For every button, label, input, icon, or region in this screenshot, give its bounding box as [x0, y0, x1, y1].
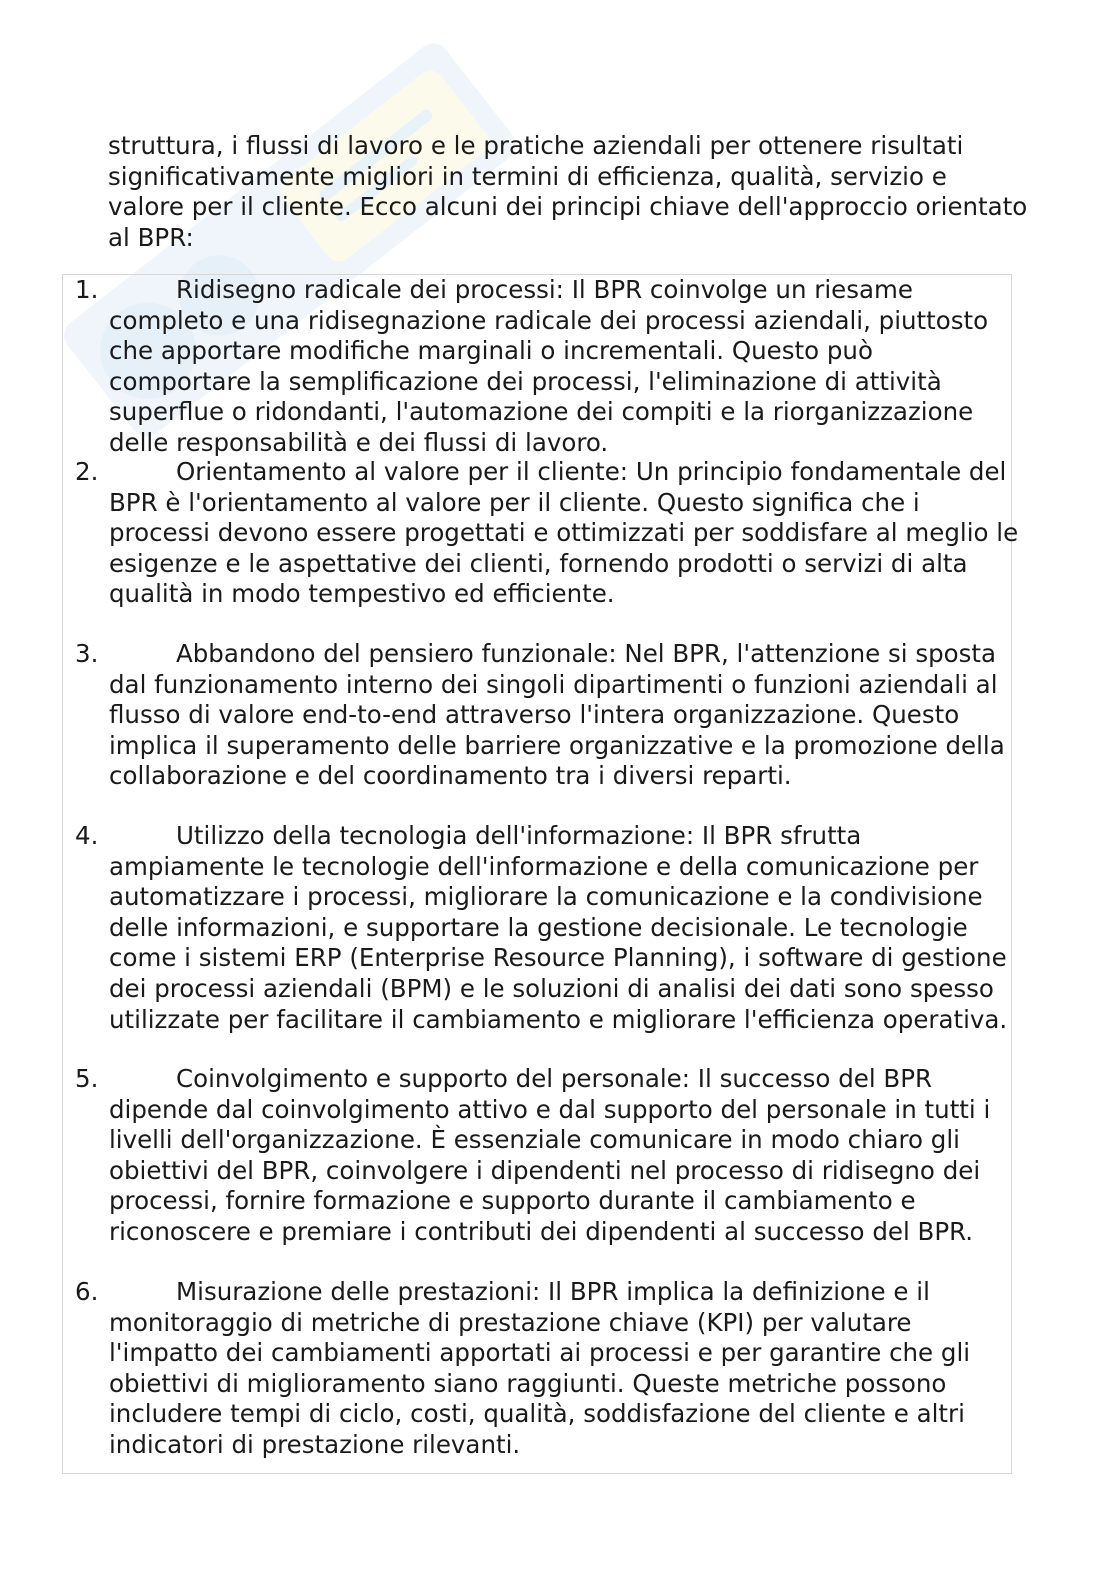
list-item: [75, 275, 1019, 459]
list-item: [75, 1064, 1019, 1248]
list-item-number: 2.: [75, 457, 99, 486]
principles-list-box: [62, 274, 1019, 1474]
list-item-text: Utilizzo della tecnologia dell'informazione: Il BPR sfrutta ampiamente le tecnologie dell'informazione e della comunicazione per automatizzare i processi, migliorare la comunicazione e la condivisione delle informazioni, e supportare la gestione decisionale. Le tecnologie come i sistemi ERP (Enterprise Resource Planning), i software di gestione dei processi aziendali (BPM) e le soluzioni di analisi dei dati sono spesso utilizzate per facilitare il cambiamento e migliorare l'efficienza operativa.: [109, 821, 1008, 1034]
list-item: [75, 821, 1019, 1035]
list-item-text: Misurazione delle prestazioni: Il BPR implica la definizione e il monitoraggio di metriche di prestazione chiave (KPI) per valutare l'impatto dei cambiamenti apportati ai processi e per garantire che gli obiettivi di miglioramento siano raggiunti. Queste metriche possono includere tempi di ciclo, costi, qualità, soddisfazione del cliente e altri indicatori di prestazione rilevanti.: [109, 1277, 971, 1459]
list-item: [75, 1277, 1019, 1461]
list-item-text: Coinvolgimento e supporto del personale: Il successo del BPR dipende dal coinvolgimento attivo e dal supporto del personale in tutti i livelli dell'organizzazione. È essenziale comunicare in modo chiaro gli obiettivi del BPR, coinvolgere i dipendenti nel processo di ridisegno dei processi, fornire formazione e supporto durante il cambiamento e riconoscere e premiare i contributi dei dipendenti al successo del BPR.: [109, 1064, 991, 1246]
list-item-text: Abbandono del pensiero funzionale: Nel BPR, l'attenzione si sposta dal funzionamento interno dei singoli dipartimenti o funzioni aziendali al flusso di valore end-to-end attraverso l'intera organizzazione. Questo implica il superamento delle barriere organizzative e la promozione della collaborazione e del coordinamento tra i diversi reparti.: [109, 639, 1005, 791]
list-item-number: 5.: [75, 1064, 99, 1093]
list-item-number: 4.: [75, 821, 99, 850]
list-item-number: 6.: [75, 1277, 99, 1306]
list-item-number: 1.: [75, 275, 99, 304]
intro-paragraph: struttura, i flussi di lavoro e le pratiche aziendali per ottenere risultati significativamente migliori in termini di efficienza, qualità, servizio e valore per il cliente. Ecco alcuni dei principi chiave dell'approccio orientato al BPR:: [108, 131, 1028, 252]
list-item: [75, 639, 1019, 792]
list-item-number: 3.: [75, 639, 99, 668]
list-item-text: Ridisegno radicale dei processi: Il BPR coinvolge un riesame completo e una ridisegnazione radicale dei processi aziendali, piuttosto che apportare modifiche marginali o incrementali. Questo può comportare la semplificazione dei processi, l'eliminazione di attività superflue o ridondanti, l'automazione dei compiti e la riorganizzazione delle responsabilità e dei flussi di lavoro.: [109, 275, 989, 457]
list-item-text: Orientamento al valore per il cliente: Un principio fondamentale del BPR è l'orientamento al valore per il cliente. Questo significa che i processi devono essere progettati e ottimizzati per soddisfare al meglio le esigenze e le aspettative dei clienti, fornendo prodotti o servizi di alta qualità in modo tempestivo ed efficiente.: [109, 457, 1019, 609]
list-item: [75, 457, 1019, 610]
